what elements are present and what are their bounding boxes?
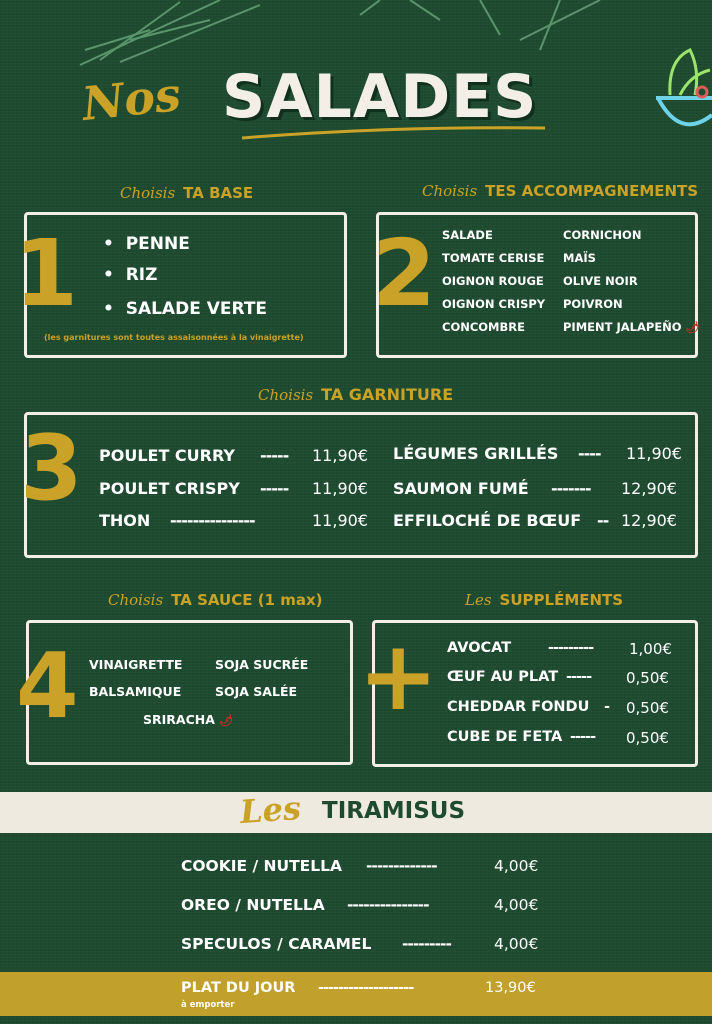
tiramisus-title: TIRAMISUS [322,798,466,824]
tiramisu-dots: --------- [402,935,451,953]
garniture-item-name: LÉGUMES GRILLÉS [393,444,559,463]
garniture-number: 3 [20,416,83,521]
chili-pepper-icon: 🌶 [219,714,234,727]
garniture-item-price: 11,90€ [312,446,368,465]
base-item-label: RIZ [125,265,158,285]
base-item-label: SALADE VERTE [125,299,268,319]
base-item: • SALADE VERTE [103,299,268,319]
garniture-item-dots: ------- [551,479,591,498]
sauce-item: SOJA SALÉE [215,684,298,699]
accomp-item [563,320,700,334]
supplement-price: 1,00€ [629,640,672,658]
supplement-dots: --------- [548,640,594,656]
base-section-title [120,184,253,202]
header-script: Nos [79,66,184,132]
title-underline [240,122,550,142]
accomp-item: OLIVE NOIR [563,274,638,288]
garniture-item-name: THON [99,511,151,530]
accomp-script: Choisis [422,182,478,200]
garniture-item-price: 11,90€ [312,479,368,498]
sauce-title-suffix: (1 max) [257,591,323,609]
tiramisu-name: SPECULOS / CARAMEL [181,935,372,953]
garniture-item-name: POULET CURRY [99,446,236,465]
accomp-item: CORNICHON [563,228,642,242]
tiramisu-price: 4,00€ [494,935,539,953]
palm-leaves-icon [60,0,620,70]
accomp-item: CONCOMBRE [442,320,525,334]
base-script: Choisis [120,184,176,202]
garniture-item-price: 11,90€ [312,511,368,530]
supplement-dots: ----- [566,669,592,685]
garniture-section-title [258,385,453,404]
accomp-item: TOMATE CERISE [442,251,545,265]
accomp-item: MAÏS [563,251,596,265]
sauce-number: 4 [16,634,79,739]
tiramisu-dots: --------------- [347,896,429,914]
garniture-item-name: SAUMON FUMÉ [393,479,529,498]
accomp-item: POIVRON [563,297,623,311]
supplements-title: SUPPLÉMENTS [499,591,624,609]
supplement-name: ŒUF AU PLAT [447,669,559,685]
chili-pepper-icon: 🌶 [685,321,700,334]
neon-salad-bowl-icon [650,40,712,140]
tiramisu-name: COOKIE / NUTELLA [181,857,343,875]
base-item: • RIZ [103,265,158,285]
tiramisu-price: 4,00€ [494,857,539,875]
base-title: TA BASE [183,184,254,202]
garniture-item-dots: ----- [260,479,289,498]
garniture-item-price: 12,90€ [621,511,677,530]
supplement-price: 0,50€ [626,729,669,747]
tiramisu-name: OREO / NUTELLA [181,896,325,914]
sauce-section-title [108,591,323,609]
base-note: (les garnitures sont toutes assaisonnées à la vinaigrette) [44,333,304,342]
supplement-name: CUBE DE FETA [447,729,563,745]
sauce-item: SOJA SUCRÉE [215,657,309,672]
supplement-dots: - [604,699,610,715]
garniture-item-price: 11,90€ [626,444,682,463]
supplements-plus-icon: + [358,620,439,732]
garniture-item-name: POULET CRISPY [99,479,240,498]
supplement-name: AVOCAT [447,640,512,656]
supplements-script: Les [465,591,492,609]
accomp-number: 2 [372,220,437,327]
plat-du-jour-dots: ------------------- [318,980,414,996]
plat-du-jour-price: 13,90€ [485,980,536,996]
tiramisu-price: 4,00€ [494,896,539,914]
sauce-item: VINAIGRETTE [89,657,183,672]
tiramisus-script: Les [238,788,303,832]
supplement-price: 0,50€ [626,669,669,687]
garniture-title: TA GARNITURE [321,385,454,404]
sauce-item-label: SRIRACHA [143,712,215,727]
garniture-item-dots: ---- [578,444,601,463]
supplement-dots: ----- [570,729,596,745]
sauce-script: Choisis [108,591,164,609]
page-title: SALADES [222,62,538,132]
garniture-script: Choisis [258,386,314,404]
garniture-item-name: EFFILOCHÉ DE BŒUF [393,511,582,530]
plat-du-jour-name: PLAT DU JOUR [181,980,296,996]
accomp-section-title [422,182,698,200]
accomp-item: OIGNON ROUGE [442,274,544,288]
garniture-item-dots: -- [597,511,609,530]
sauce-item: BALSAMIQUE [89,684,182,699]
accomp-item-label: PIMENT JALAPEÑO [563,320,682,334]
garniture-item-price: 12,90€ [621,479,677,498]
accomp-title: TES ACCOMPAGNEMENTS [485,182,699,200]
tiramisu-dots: ------------- [366,857,437,875]
base-number: 1 [14,220,79,327]
sauce-title: TA SAUCE [171,591,253,609]
garniture-item-dots: ----- [260,446,289,465]
accomp-item: SALADE [442,228,493,242]
garniture-item-dots: --------------- [170,511,255,530]
supplement-name: CHEDDAR FONDU [447,699,590,715]
plat-du-jour-note: à emporter [181,1000,235,1010]
base-item: • PENNE [103,234,190,254]
base-item-label: PENNE [125,234,190,254]
supplement-price: 0,50€ [626,699,669,717]
supplements-section-title [465,591,623,609]
accomp-item: OIGNON CRISPY [442,297,546,311]
sauce-item [143,712,233,727]
